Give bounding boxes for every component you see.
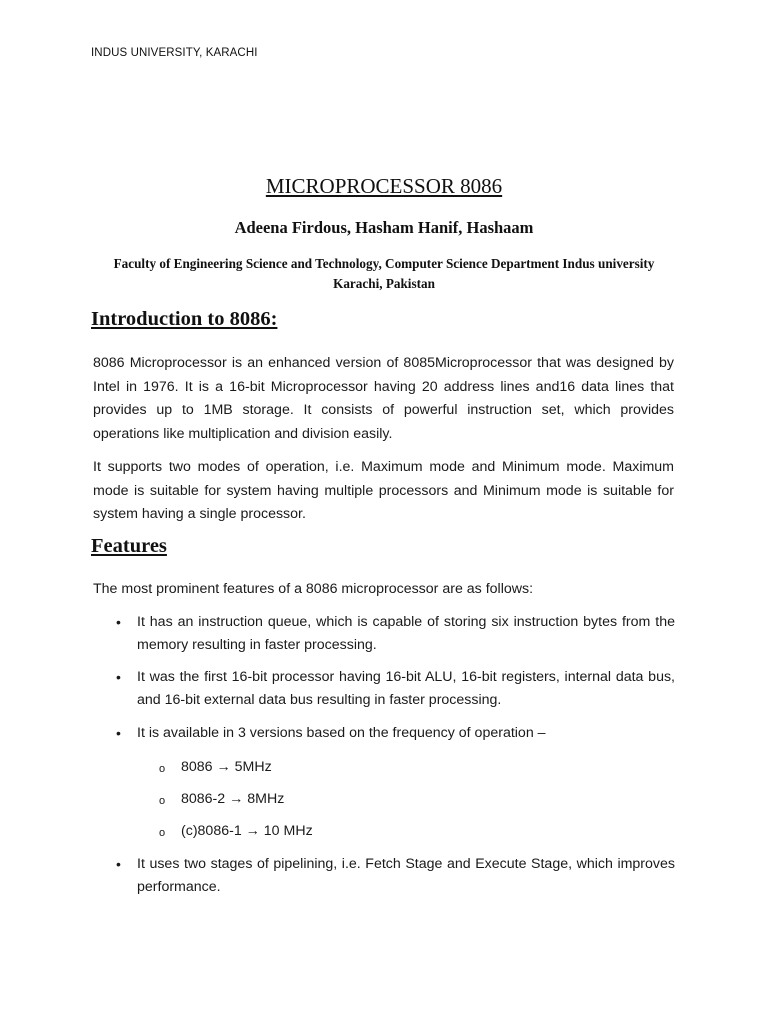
circle-bullet-icon: o — [159, 763, 166, 775]
list-item-text: It was the first 16-bit processor having 16-bit ALU, 16-bit registers, internal data bus, and 16-bit external data bus resulting in faster processing. — [137, 669, 675, 708]
intro-paragraph-1: 8086 Microprocessor is an enhanced version of 8085Microprocessor that was designed by Intel in 1976. It is a 16-bit Microprocessor having 20 address lines and16 data lines that provides up to 1MB storage. It consists of powerful instruction set, which provides operations like multiplication and division easily. — [93, 355, 674, 442]
sub-list-item — [159, 756, 272, 778]
document-title: MICROPROCESSOR 8086 — [265, 174, 503, 198]
features-heading: Features — [91, 535, 167, 557]
list-item — [116, 611, 675, 657]
sub-list-item-text: 8086 → 5MHz — [181, 759, 272, 775]
list-item — [116, 853, 675, 899]
list-item-text: It uses two stages of pipelining, i.e. Fetch Stage and Execute Stage, which improves performance. — [137, 856, 675, 895]
affiliation: Faculty of Engineering Science and Technology, Computer Science Department Indus university Karachi, Pakistan — [113, 256, 655, 291]
list-item — [116, 666, 675, 712]
circle-bullet-icon: o — [159, 827, 166, 839]
sub-list-item — [159, 788, 285, 810]
bullet-icon: • — [116, 669, 121, 685]
sub-list-item — [159, 820, 313, 842]
bullet-icon: • — [116, 725, 121, 741]
sub-list-item-text: 8086-2 → 8MHz — [181, 791, 285, 807]
running-header: INDUS UNIVERSITY, KARACHI — [91, 47, 258, 59]
sub-list-item-text: (c)8086-1 → 10 MHz — [181, 823, 313, 839]
intro-heading: Introduction to 8086: — [91, 308, 278, 330]
intro-paragraph-2: It supports two modes of operation, i.e. Maximum mode and Minimum mode. Maximum mode is suitable for system having multiple processors and Minimum mode is suitable for system having a single processor. — [93, 459, 674, 522]
features-lead: The most prominent features of a 8086 microprocessor are as follows: — [93, 581, 534, 597]
circle-bullet-icon: o — [159, 795, 166, 807]
bullet-icon: • — [116, 856, 121, 872]
bullet-icon: • — [116, 614, 121, 630]
list-item-text: It is available in 3 versions based on the frequency of operation – — [137, 725, 546, 741]
list-item-text: It has an instruction queue, which is capable of storing six instruction bytes from the memory resulting in faster processing. — [137, 614, 675, 653]
author-list: Adeena Firdous, Hasham Hanif, Hashaam — [234, 218, 534, 237]
list-item — [116, 722, 675, 745]
